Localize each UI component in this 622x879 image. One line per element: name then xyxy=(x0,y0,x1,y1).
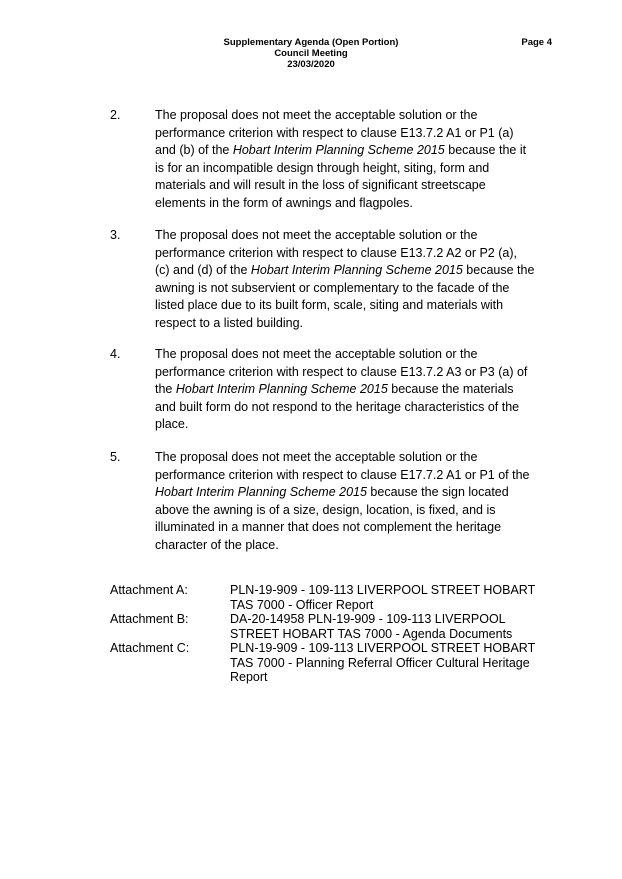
item-number: 3. xyxy=(110,228,121,242)
attachment-title: PLN-19-909 - 109-113 LIVERPOOL STREET HOBART TAS 7000 - Planning Referral Officer Cultural Heritage Report xyxy=(230,641,535,684)
page-number: Page 4 xyxy=(521,37,552,48)
item-text: The proposal does not meet the acceptable solution or the performance criterion with respect to clause E13.7.2 A2 or P2 (a), (c) and (d) of the Hobart Interim Planning Scheme 2015 because the awning is not subservient or complementary to the facade of the listed place due to its built form, scale, siting and materials with respect to a listed building. xyxy=(155,228,535,330)
attachment-label: Attachment A: xyxy=(110,583,188,597)
attachment-label: Attachment B: xyxy=(110,612,189,626)
header-agenda-title: Supplementary Agenda (Open Portion) xyxy=(223,37,399,48)
header-meeting-date: 23/03/2020 xyxy=(287,59,335,70)
item-text: The proposal does not meet the acceptable solution or the performance criterion with respect to clause E13.7.2 A1 or P1 (a) and (b) of the Hobart Interim Planning Scheme 2015 because the it is for an incompatible design through height, siting, form and materials and will result in the loss of significant streetscape elements in the form of awnings and flagpoles. xyxy=(155,108,527,210)
header-meeting-name: Council Meeting xyxy=(274,48,348,59)
attachment-label: Attachment C: xyxy=(110,641,190,655)
item-number: 2. xyxy=(110,108,121,122)
item-number: 5. xyxy=(110,450,121,464)
item-text: The proposal does not meet the acceptable solution or the performance criterion with respect to clause E13.7.2 A3 or P3 (a) of the Hobart Interim Planning Scheme 2015 because the materials and built form do not respond to the heritage characteristics of the place. xyxy=(155,347,528,431)
item-number: 4. xyxy=(110,347,121,361)
attachment-title: PLN-19-909 - 109-113 LIVERPOOL STREET HOBART TAS 7000 - Officer Report xyxy=(230,583,535,612)
attachment-title: DA-20-14958 PLN-19-909 - 109-113 LIVERPOOL STREET HOBART TAS 7000 - Agenda Documents xyxy=(230,612,513,641)
item-text: The proposal does not meet the acceptable solution or the performance criterion with respect to clause E17.7.2 A1 or P1 of the Hobart Interim Planning Scheme 2015 because the sign located above the awning is of a size, design, location, is fixed, and is illuminated in a manner that does not complement the heritage character of the place. xyxy=(155,450,530,552)
